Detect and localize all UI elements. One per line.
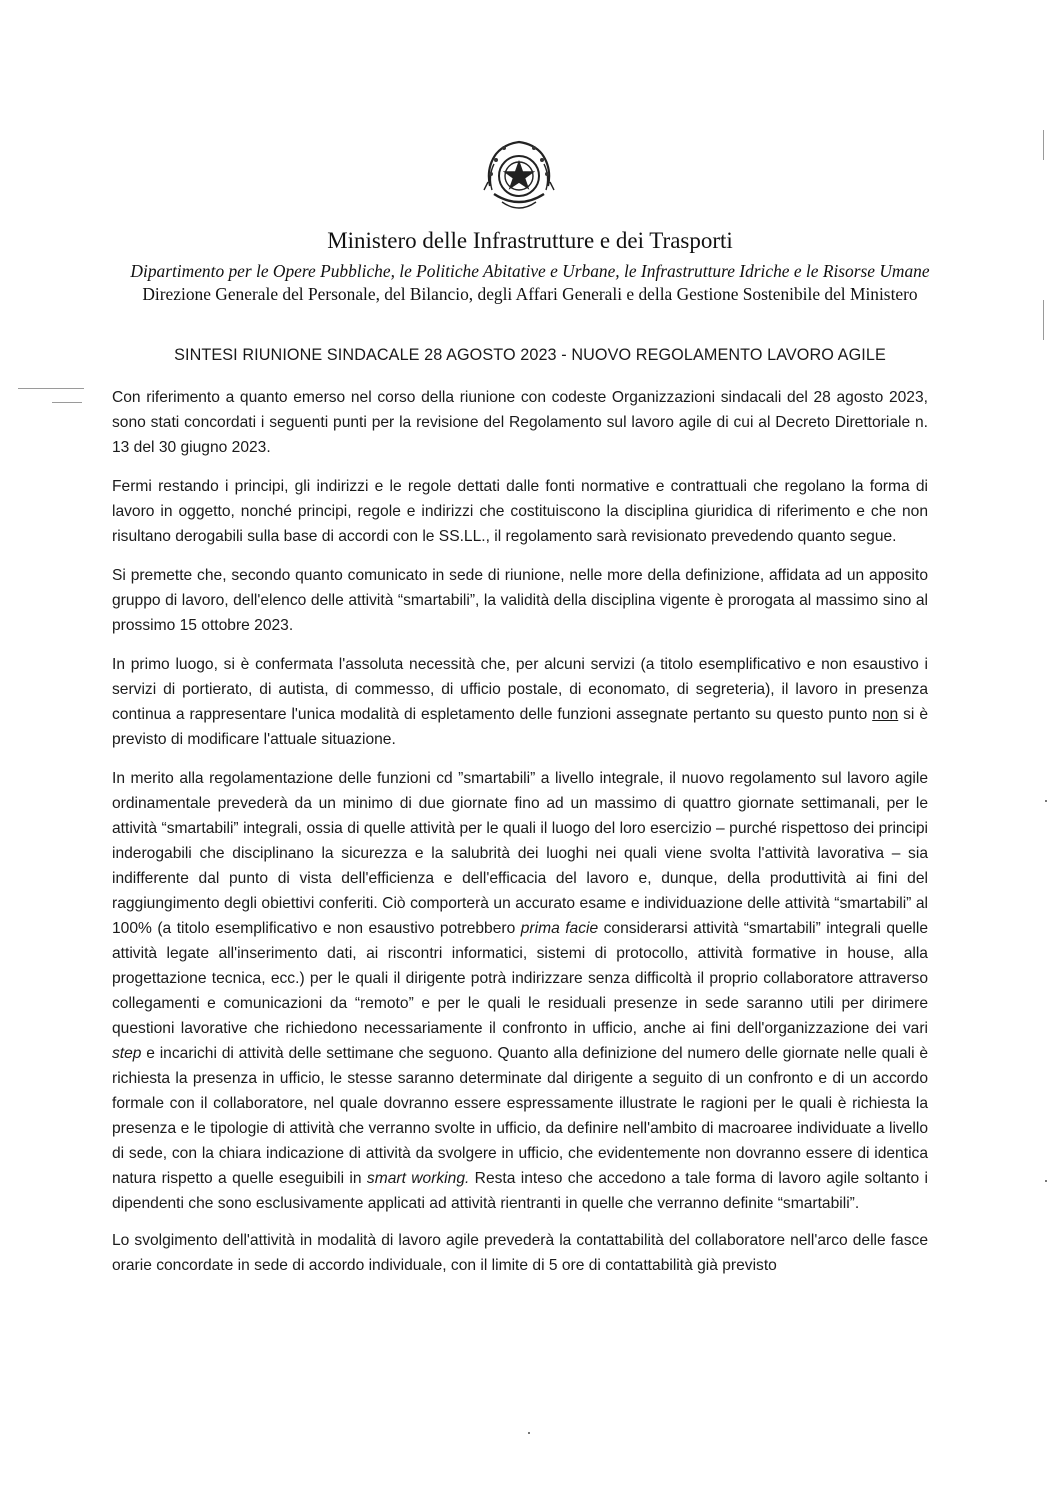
paragraph-5-italic-smart-working: smart working.: [366, 1170, 470, 1187]
document-title: SINTESI RIUNIONE SINDACALE 28 AGOSTO 2023 - NUOVO REGOLAMENTO LAVORO AGILE: [174, 346, 886, 364]
paragraph-4-emphasis-non: non: [872, 706, 899, 723]
paragraph-3: Si premette che, secondo quanto comunicato in sede di riunione, nelle more della definizione, affidata ad un apposito gruppo di lavoro, dell'elenco delle attività “smartabili”, la validità della disciplina vigente è prorogata al massimo sino al prossimo 15 ottobre 2023.: [112, 567, 928, 634]
republic-emblem-icon: [482, 138, 556, 220]
paragraph-5-italic-step: step: [112, 1045, 142, 1062]
paragraph-6: Lo svolgimento dell'attività in modalità di lavoro agile prevederà la contattabilità del collaboratore nell'arco delle fasce orarie concordate in sede di accordo individuale, con il limite di 5 ore di contattabilità già previsto: [112, 1232, 928, 1274]
department-name: Dipartimento per le Opere Pubbliche, le Politiche Abitative e Urbane, le Infrastrutture Idriche e le Risorse Umane: [130, 261, 930, 281]
paragraph-5-text-a: In merito alla regolamentazione delle funzioni cd ”smartabili” a livello integrale, il nuovo regolamento sul lavoro agile ordinamentale prevederà da un minimo di due giornate fino ad un massimo di quattro giornate settimanali, per le attività “smartabili” integrali, ossia di quelle attività per le quali il luogo del loro esercizio – purché rispettoso dei principi inderogabili che disciplinano la sicurezza e la salubrità dei luoghi nei quali viene svolta l'attività lavorativa – sia indifferente dal punto di vista dell'efficienza e dell'efficacia del lavoro e, dunque, della produttività ai fini del raggiungimento degli obiettivi conferiti. Ciò comporterà un accurato esame e individuazione delle attività “smartabili” al 100% (a titolo esemplificativo e non esaustivo potrebbero: [112, 770, 928, 937]
scan-mark-left: [18, 388, 84, 389]
scan-mark-left-2: [52, 402, 82, 403]
paragraph-5-text-b: considerarsi attività “smartabili” integrali quelle attività legate all'inserimento dati, ai riscontri informatici, sistemi di protocollo, attività formative in house, alla progettazione tecnica, ecc.) per le quali il dirigente potrà indirizzare senza difficoltà il proprio collaboratore attraverso collegamenti e comunicazioni da “remoto” e per le quali le residuali presenze in sede saranno utili per dirimere questioni lavorative che richiedono necessariamente il confronto in ufficio, anche ai fini dell'organizzazione dei vari: [112, 920, 928, 1037]
scan-mark-right: [1043, 130, 1044, 160]
scan-mark-right-2: [1043, 300, 1044, 340]
paragraph-2: Fermi restando i principi, gli indirizzi e le regole dettati dalle fonti normative e contrattuali che regolano la forma di lavoro in oggetto, nonché principi, regole e indirizzi che costituiscono la disciplina giuridica di riferimento e che non risultano derogabili sulla base di accordi con le SS.LL., il regolamento sarà revisionato prevedendo quanto segue.: [112, 478, 928, 545]
directorate-name: Direzione Generale del Personale, del Bilancio, degli Affari Generali e della Gestione Sostenibile del Ministero: [142, 284, 918, 304]
paragraph-4-text-b: si è previsto di modificare l'attuale situazione.: [112, 706, 928, 748]
scan-dot: [1045, 800, 1047, 802]
paragraph-4-text-a: In primo luogo, si è confermata l'assoluta necessità che, per alcuni servizi (a titolo esemplificativo e non esaustivo i servizi di portierato, di autista, di commesso, di ufficio postale, di economato, di segreteria), il lavoro in presenza continua a rappresentare l'unica modalità di espletamento delle funzioni assegnate pertanto su questo punto: [112, 656, 928, 723]
paragraph-5-text-c: e incarichi di attività delle settimane che seguono. Quanto alla definizione del numero delle giornate nelle quali è richiesta la presenza in ufficio, le stesse saranno determinate dal dirigente a seguito di un confronto e di un accordo formale con il collaboratore, nel quale dovranno essere espressamente illustrate le ragioni per le quali è richiesta la presenza e le tipologie di attività che verranno svolte in ufficio, da definire nell'ambito di macroaree individuate a livello di sede, con la chiara indicazione di attività da svolgere in ufficio, che evidentemente non dovranno essere di identica natura rispetto a quelle eseguibili in: [112, 1045, 928, 1187]
paragraph-4: [112, 652, 928, 752]
paragraph-5-text-d: Resta inteso che accedono a tale forma di lavoro agile soltanto i dipendenti che sono esclusivamente applicati ad attività rientranti in quelle che verranno definite “smartabili”.: [112, 1170, 928, 1212]
paragraph-5: [112, 766, 928, 1216]
paragraph-5-italic-prima-facie: prima facie: [520, 920, 599, 937]
document-body: [112, 385, 928, 1292]
scan-dot: [1045, 1180, 1047, 1182]
ministry-name: Ministero delle Infrastrutture e dei Trasporti: [327, 228, 733, 253]
scan-dot: [528, 1432, 530, 1434]
paragraph-1: Con riferimento a quanto emerso nel corso della riunione con codeste Organizzazioni sindacali del 28 agosto 2023, sono stati concordati i seguenti punti per la revisione del Regolamento sul lavoro agile di cui al Decreto Direttoriale n. 13 del 30 giugno 2023.: [112, 389, 928, 456]
